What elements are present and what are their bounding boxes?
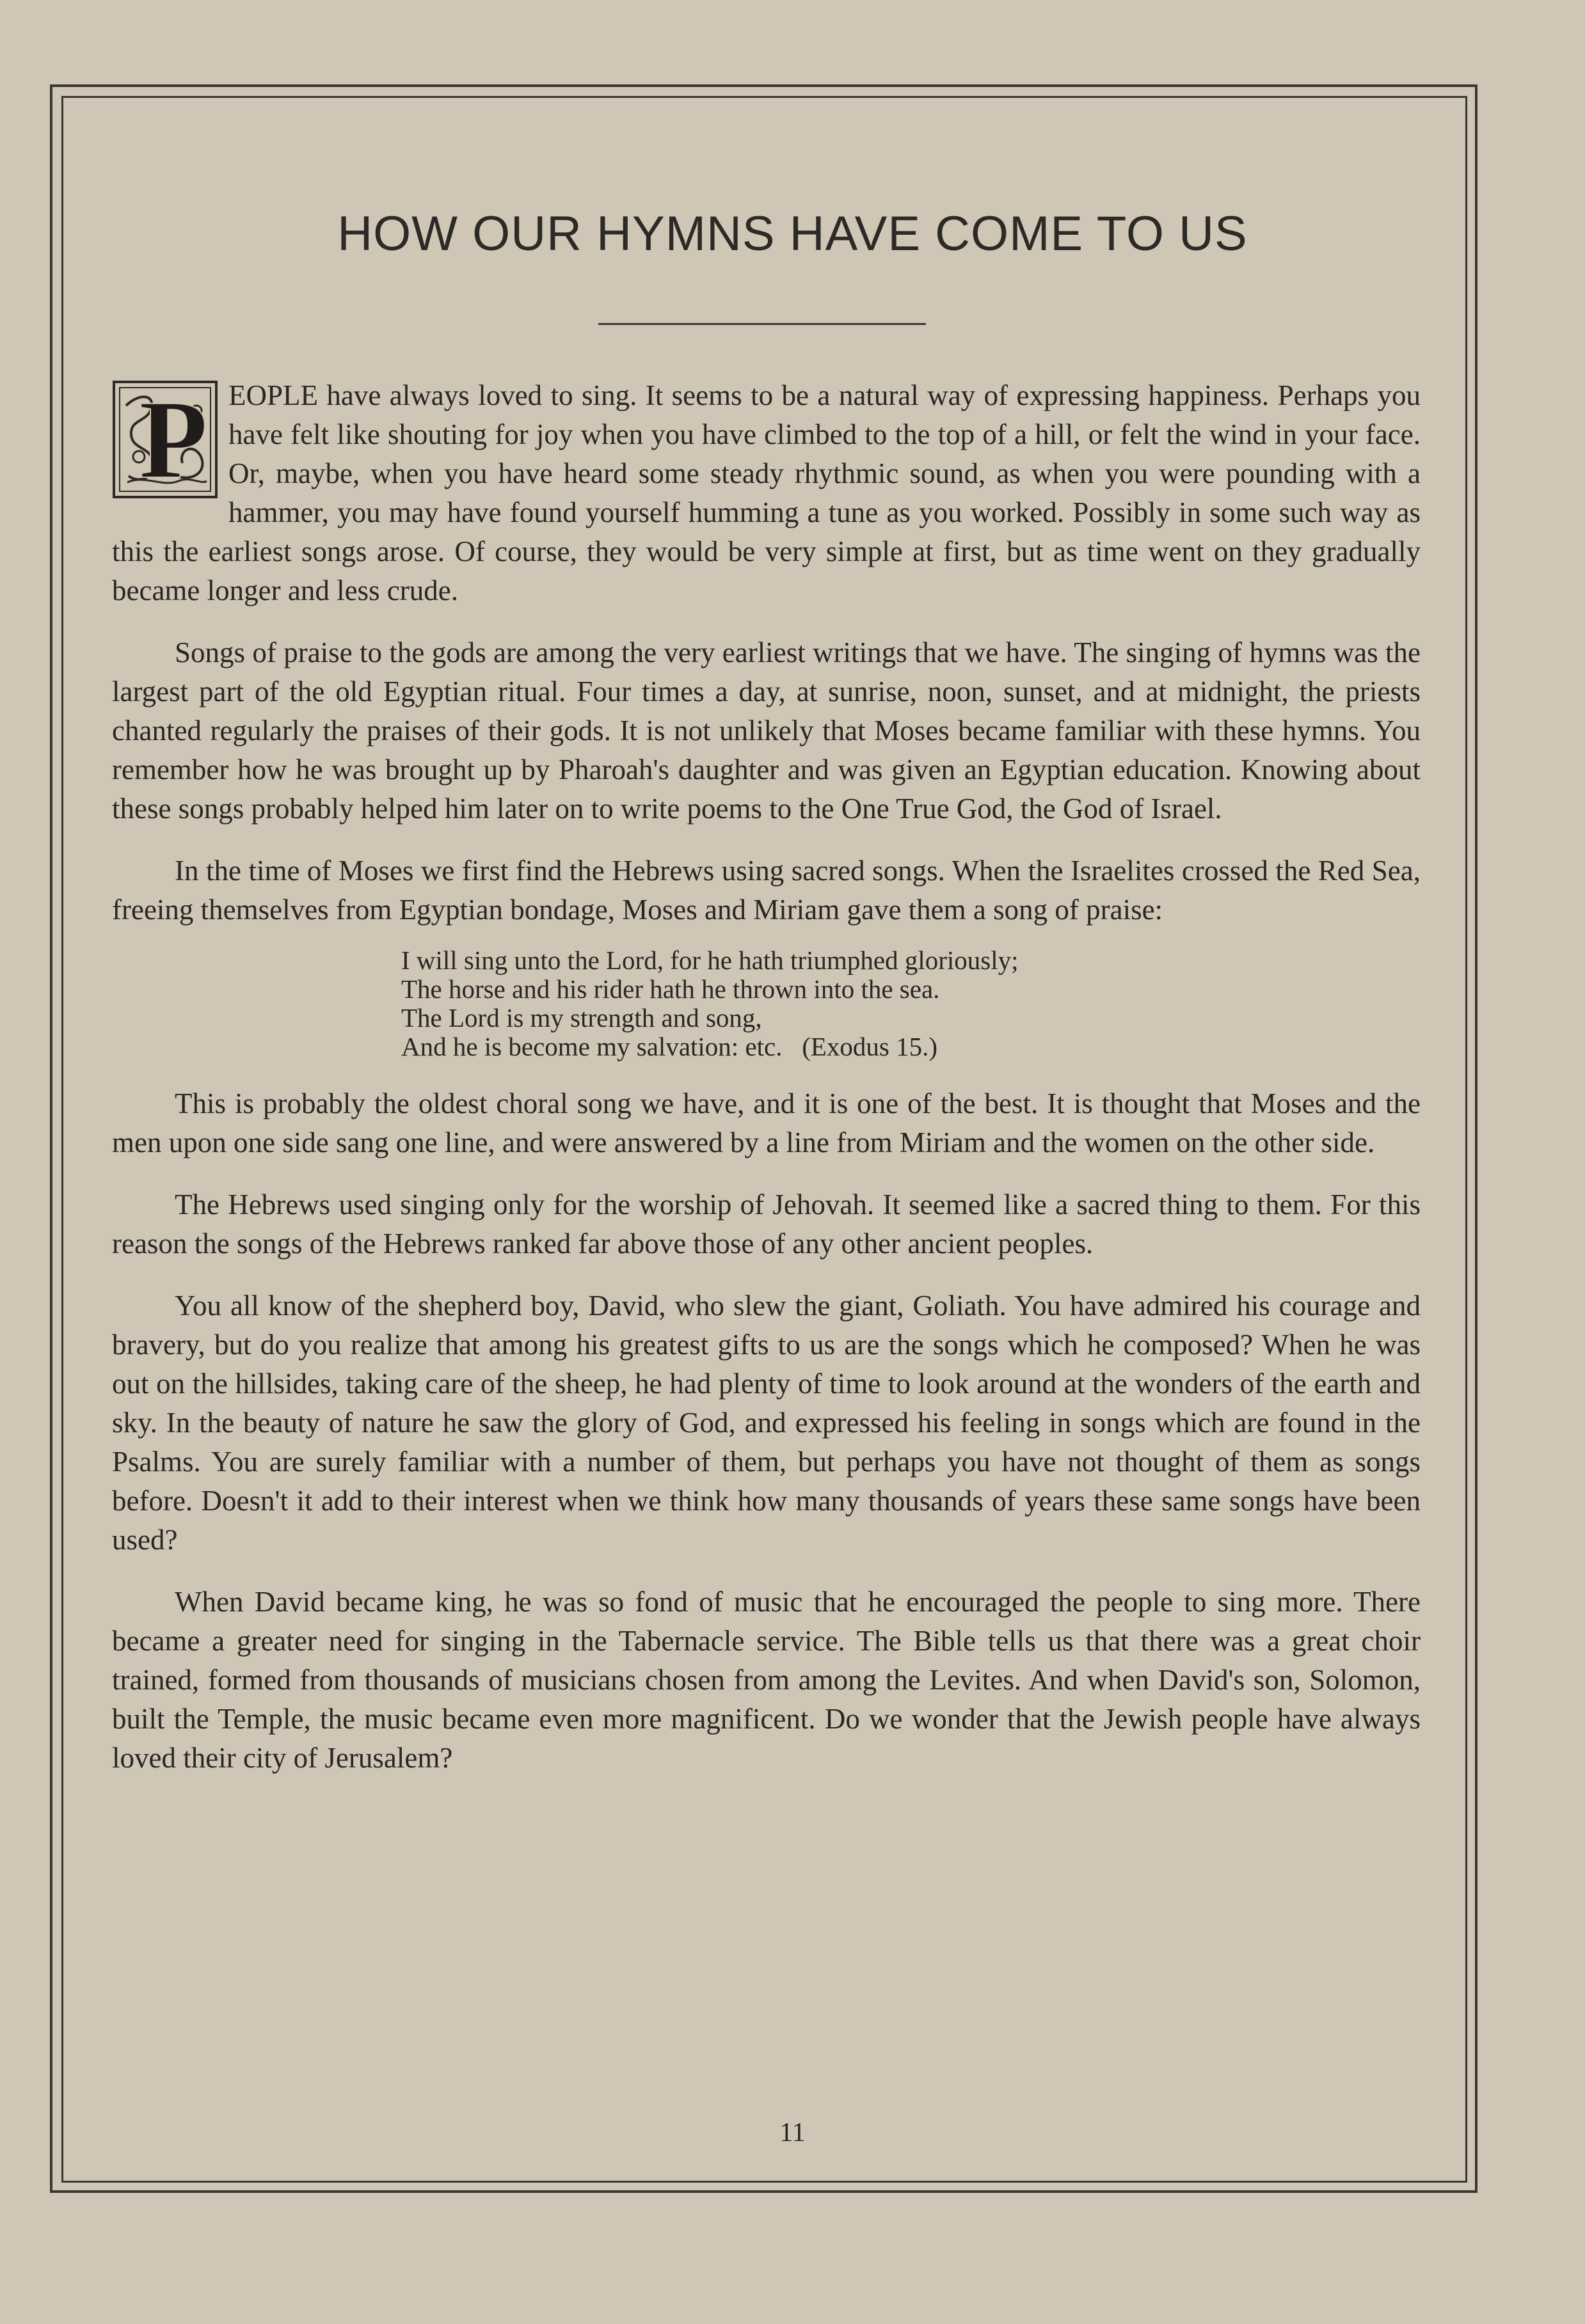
- paragraph-4: This is probably the oldest choral song we have, and it is one of the best. It is thought that Moses and the men upon one side sang one line, and were answered by a line from Miriam and the women on the other side.: [112, 1087, 1421, 1158]
- article-body: [112, 376, 1421, 1801]
- verse-line-1: I will sing unto the Lord, for he hath triumphed gloriously;: [401, 945, 1019, 975]
- paragraph-1-text: EOPLE have always loved to sing. It seems to be a natural way of expressing happiness. Perhaps you have felt like shouting for joy when you have climbed to the top of a hill, or felt the wind in your face. Or, maybe, when you have heard some steady rhythmic sound, as when you were pounding with a hammer, you may have found yourself humming a tune as you worked. Possibly in some such way as this the earliest songs arose. Of course, they would be very simple at first, but as time went on they gradually became longer and less crude.: [112, 379, 1421, 606]
- verse-line-4: And he is become my salvation: etc. (Exodus 15.): [401, 1032, 938, 1061]
- paragraph-5: The Hebrews used singing only for the worship of Jehovah. It seemed like a sacred thing to them. For this reason the songs of the Hebrews ranked far above those of any other ancient peoples.: [112, 1189, 1421, 1260]
- verse-quote: [401, 946, 1421, 1061]
- paragraph-1: [112, 376, 1421, 610]
- drop-cap-letter: P: [139, 380, 208, 499]
- page-number: 11: [779, 2118, 806, 2147]
- page-title: HOW OUR HYMNS HAVE COME TO US: [337, 207, 1248, 261]
- verse-line-3: The Lord is my strength and song,: [401, 1003, 762, 1032]
- verse-line-2: The horse and his rider hath he thrown into the sea.: [401, 974, 940, 1004]
- paragraph-2: Songs of praise to the gods are among the very earliest writings that we have. The singing of hymns was the largest part of the old Egyptian ritual. Four times a day, at sunrise, noon, sunset, and at midnight, the priests chanted regularly the praises of their gods. It is not unlikely that Moses became familiar with these hymns. You remember how he was brought up by Pharoah's daughter and was given an Egyptian education. Knowing about these songs probably helped him later on to write poems to the One True God, the God of Israel.: [112, 636, 1421, 825]
- ornamental-drop-cap: [112, 380, 218, 499]
- paragraph-7: When David became king, he was so fond of music that he encouraged the people to sing more. There became a greater need for singing in the Tabernacle service. The Bible tells us that there was a great choir trained, formed from thousands of musicians chosen from among the Levites. And when David's son, Solomon, built the Temple, the music became even more magnificent. Do we wonder that the Jewish people have always loved their city of Jerusalem?: [112, 1586, 1421, 1774]
- paragraph-6: You all know of the shepherd boy, David, who slew the giant, Goliath. You have admired his courage and bravery, but do you realize that among his greatest gifts to us are the songs which he composed? When he was out on the hillsides, taking care of the sheep, he had plenty of time to look around at the wonders of the earth and sky. In the beauty of nature he saw the glory of God, and expressed his feeling in songs which are found in the Psalms. You are surely familiar with a number of them, but perhaps you have not thought of them as songs before. Doesn't it add to their interest when we think how many thousands of years these same songs have been used?: [112, 1290, 1421, 1556]
- paragraph-3: In the time of Moses we first find the Hebrews using sacred songs. When the Israelites crossed the Red Sea, freeing themselves from Egyptian bondage, Moses and Miriam gave them a song of praise:: [112, 855, 1421, 926]
- title-divider: [598, 323, 926, 325]
